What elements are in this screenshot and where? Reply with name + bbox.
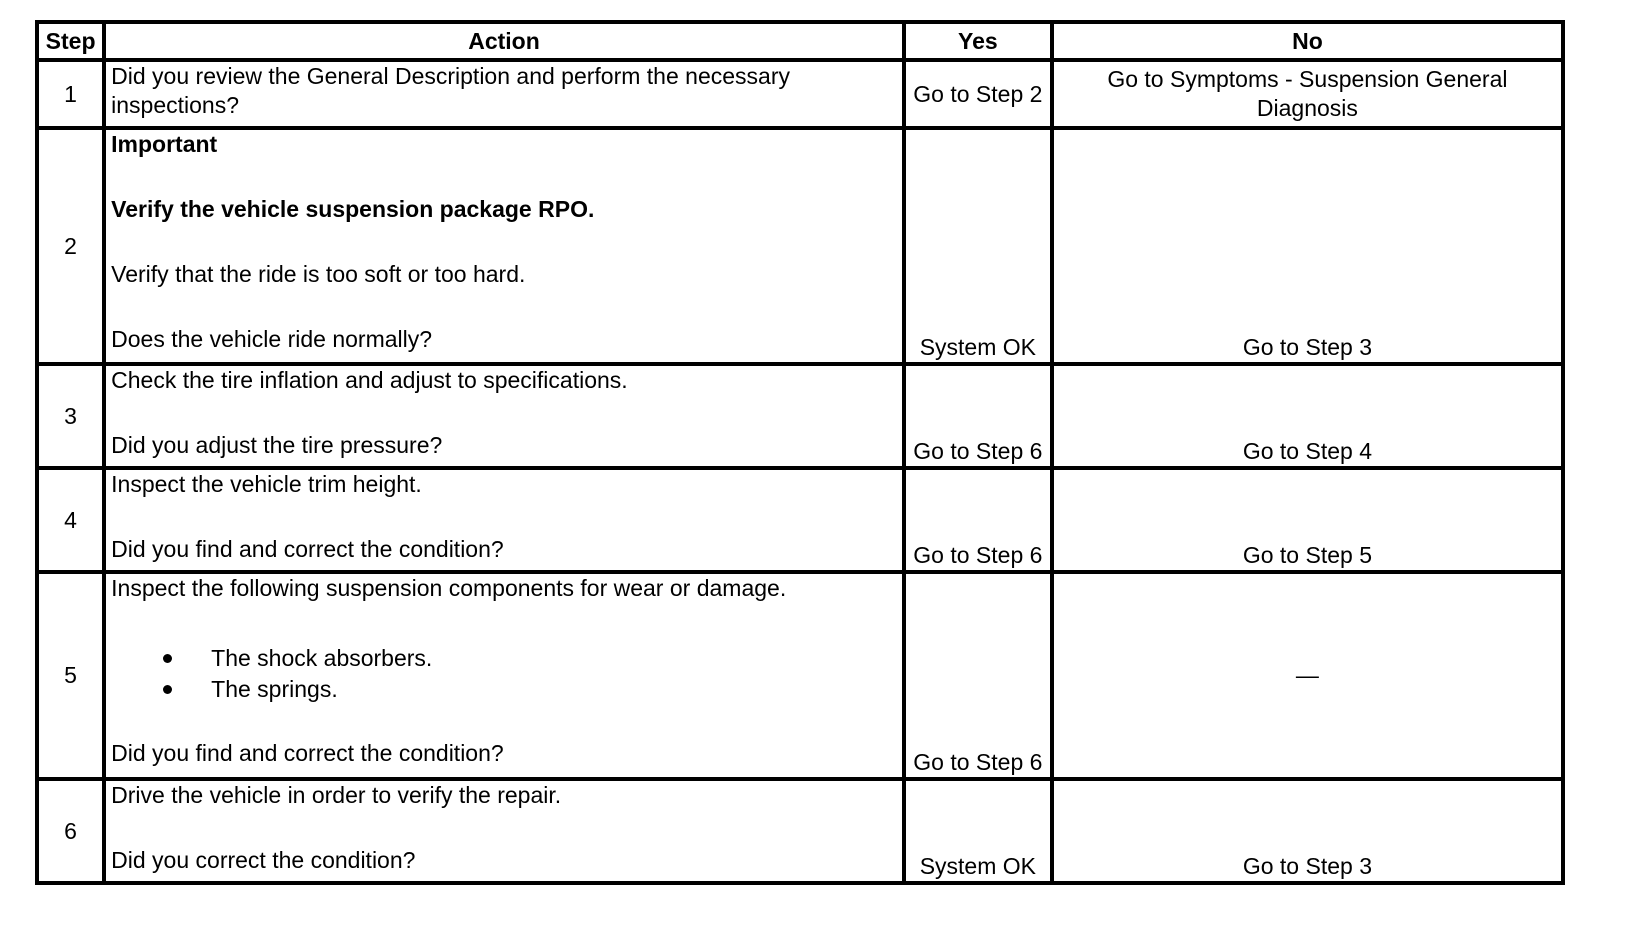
list-item: The shock absorbers. xyxy=(111,643,897,674)
step-number: 1 xyxy=(37,60,104,128)
header-no: No xyxy=(1052,22,1563,60)
action-question: Did you adjust the tire pressure? xyxy=(111,432,443,458)
no-cell: — xyxy=(1052,572,1563,779)
table-row xyxy=(37,128,1563,364)
action-question: Did you correct the condition? xyxy=(111,847,416,873)
important-text: Verify the vehicle suspension package RPO. xyxy=(111,196,595,222)
no-cell: Go to Step 5 xyxy=(1052,468,1563,572)
action-instruction: Verify that the ride is too soft or too hard. xyxy=(111,261,526,287)
action-text: Did you review the General Description and perform the necessary inspections? xyxy=(111,63,790,118)
action-instruction: Drive the vehicle in order to verify the repair. xyxy=(111,782,562,808)
important-label: Important xyxy=(111,131,218,157)
action-question: Did you find and correct the condition? xyxy=(111,536,504,562)
no-cell: Go to Step 3 xyxy=(1052,128,1563,364)
table-row xyxy=(37,468,1563,572)
header-row xyxy=(37,22,1563,60)
yes-cell: Go to Step 2 xyxy=(904,60,1052,128)
action-cell xyxy=(104,572,904,779)
diagnostic-table xyxy=(35,20,1565,885)
component-list xyxy=(111,643,897,705)
table-row xyxy=(37,779,1563,883)
action-cell xyxy=(104,779,904,883)
no-cell: Go to Symptoms - Suspension General Diagnosis xyxy=(1052,60,1563,128)
action-instruction: Inspect the vehicle trim height. xyxy=(111,471,422,497)
table-row xyxy=(37,364,1563,468)
header-yes: Yes xyxy=(904,22,1052,60)
action-instruction: Inspect the following suspension components for wear or damage. xyxy=(111,575,787,601)
step-number: 6 xyxy=(37,779,104,883)
yes-cell: Go to Step 6 xyxy=(904,468,1052,572)
step-number: 4 xyxy=(37,468,104,572)
yes-cell: Go to Step 6 xyxy=(904,572,1052,779)
table-row xyxy=(37,572,1563,779)
step-number: 2 xyxy=(37,128,104,364)
yes-cell: System OK xyxy=(904,128,1052,364)
table-row xyxy=(37,60,1563,128)
action-cell xyxy=(104,60,904,128)
step-number: 5 xyxy=(37,572,104,779)
action-cell xyxy=(104,364,904,468)
yes-cell: Go to Step 6 xyxy=(904,364,1052,468)
action-instruction: Check the tire inflation and adjust to specifications. xyxy=(111,367,628,393)
no-cell: Go to Step 4 xyxy=(1052,364,1563,468)
header-step: Step xyxy=(37,22,104,60)
action-cell xyxy=(104,128,904,364)
step-number: 3 xyxy=(37,364,104,468)
action-question: Did you find and correct the condition? xyxy=(111,740,504,766)
no-cell: Go to Step 3 xyxy=(1052,779,1563,883)
action-cell xyxy=(104,468,904,572)
header-action: Action xyxy=(104,22,904,60)
action-question: Does the vehicle ride normally? xyxy=(111,326,433,352)
list-item: The springs. xyxy=(111,674,897,705)
yes-cell: System OK xyxy=(904,779,1052,883)
